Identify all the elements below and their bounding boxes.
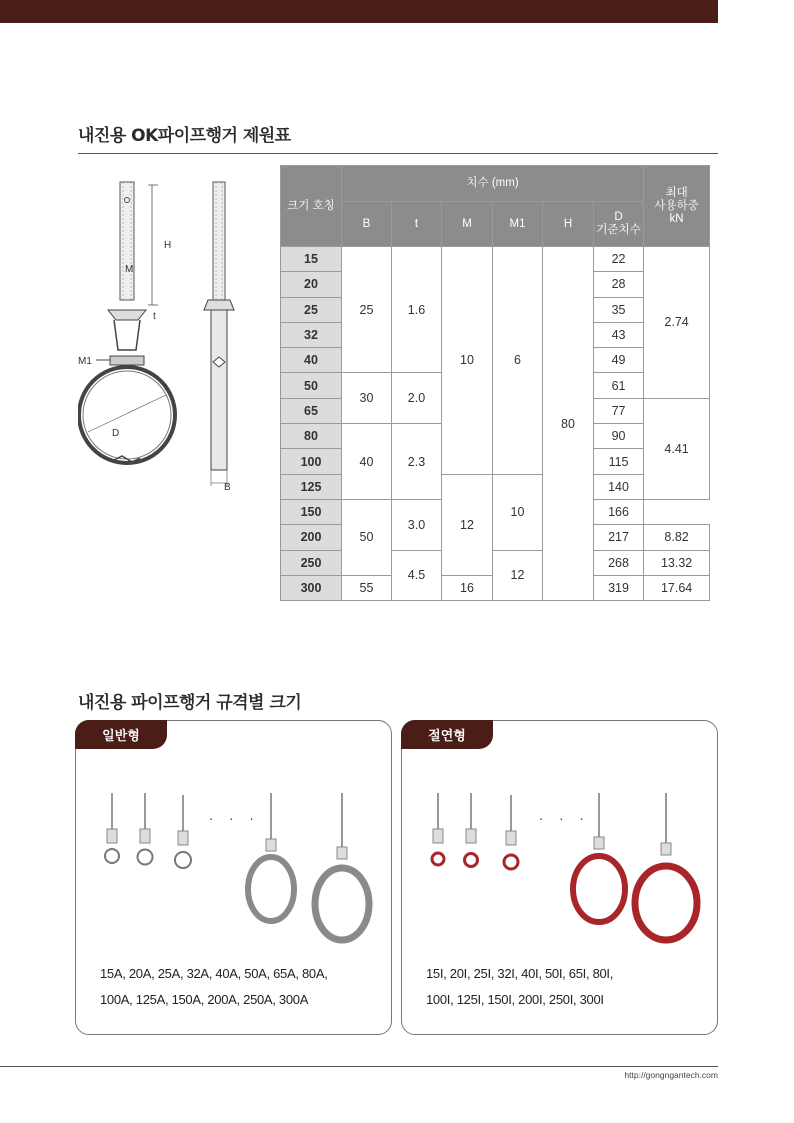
- load-cell: 4.41: [644, 398, 710, 499]
- B-cell: 25: [342, 247, 392, 373]
- size-cell: 200: [281, 525, 342, 550]
- M1-cell: 12: [493, 550, 543, 601]
- t-cell: 2.0: [392, 373, 442, 424]
- size-cell: 100: [281, 449, 342, 474]
- insulated-sizes-text: [426, 961, 613, 1013]
- size-cell: 150: [281, 499, 342, 524]
- general-sizes-line: 100A, 125A, 150A, 200A, 250A, 300A: [100, 992, 309, 1007]
- header-load-line: 최대: [665, 186, 688, 199]
- D-cell: 77: [594, 398, 644, 423]
- size-cell: 15: [281, 247, 342, 272]
- drawing-label-D: D: [112, 428, 120, 439]
- spec-table: [280, 165, 710, 601]
- size-cell: 80: [281, 424, 342, 449]
- D-cell: 166: [594, 499, 644, 524]
- small-insulated-hanger-1: [432, 793, 444, 865]
- D-cell: 217: [594, 525, 644, 550]
- load-cell: 17.64: [644, 575, 710, 600]
- header-load-line: kN: [669, 212, 684, 225]
- t-cell: 3.0: [392, 499, 442, 550]
- header-B: B: [342, 202, 392, 247]
- insulated-type-tab: 절연형: [401, 720, 493, 749]
- drawing-label-H: H: [164, 240, 172, 251]
- D-cell: 35: [594, 297, 644, 322]
- small-hanger-3: [175, 795, 191, 868]
- spec-title-rule: [78, 153, 718, 154]
- size-cell: 32: [281, 322, 342, 347]
- general-hangers-illustration: [76, 781, 391, 951]
- small-hanger-1: [105, 793, 119, 863]
- M1-cell: 10: [493, 474, 543, 550]
- load-cell: 13.32: [644, 550, 710, 575]
- size-cell: 20: [281, 272, 342, 297]
- header-H: H: [543, 202, 594, 247]
- D-cell: 22: [594, 247, 644, 272]
- drawing-label-M1: M1: [78, 356, 92, 367]
- t-cell: 4.5: [392, 550, 442, 601]
- header-D-line: D: [614, 211, 623, 223]
- drawing-label-t: t: [153, 311, 156, 322]
- size-cell: 125: [281, 474, 342, 499]
- D-cell: 61: [594, 373, 644, 398]
- top-brand-bar: [0, 0, 718, 23]
- D-cell: 43: [594, 322, 644, 347]
- D-cell: 49: [594, 348, 644, 373]
- footer-rule: [0, 1066, 718, 1067]
- D-cell: 140: [594, 474, 644, 499]
- drawing-label-M: M: [125, 264, 134, 275]
- general-type-tab: 일반형: [75, 720, 167, 749]
- header-t: t: [392, 202, 442, 247]
- header-M: M: [442, 202, 493, 247]
- load-cell: 8.82: [644, 525, 710, 550]
- insulated-type-card: [401, 720, 718, 1035]
- D-cell: 319: [594, 575, 644, 600]
- hanger-drawing-svg: [78, 170, 268, 500]
- small-insulated-hanger-2: [465, 793, 478, 867]
- header-D-line: 기준치수: [596, 224, 641, 236]
- footer-url: http://gongngantech.com: [624, 1070, 718, 1080]
- small-insulated-hanger-3: [504, 795, 518, 869]
- H-cell: 80: [543, 247, 594, 601]
- size-cell: 25: [281, 297, 342, 322]
- header-dimensions: 치수 (mm): [342, 166, 644, 202]
- B-cell: 50: [342, 499, 392, 575]
- load-cell: 2.74: [644, 247, 710, 399]
- M-cell: 10: [442, 247, 493, 475]
- size-cell: 50: [281, 373, 342, 398]
- hanger-technical-drawing: [78, 170, 268, 500]
- D-cell: 90: [594, 424, 644, 449]
- header-size: 크기 호칭: [281, 166, 342, 247]
- drawing-label-t2: t: [164, 382, 167, 393]
- header-M1: M1: [493, 202, 543, 247]
- general-sizes-line: 15A, 20A, 25A, 32A, 40A, 50A, 65A, 80A,: [100, 966, 328, 981]
- t-cell: 2.3: [392, 424, 442, 500]
- small-hanger-2: [138, 793, 153, 865]
- size-cell: 65: [281, 398, 342, 423]
- M-cell: 16: [442, 575, 493, 600]
- spec-section-title: 내진용 OK파이프행거 제원표: [78, 126, 291, 146]
- large-hanger-2: [315, 793, 369, 940]
- B-cell: 55: [342, 575, 392, 600]
- M1-cell: 6: [493, 247, 543, 475]
- size-cell: 250: [281, 550, 342, 575]
- header-max-load: [644, 166, 710, 247]
- size-cell: 300: [281, 575, 342, 600]
- D-cell: 268: [594, 550, 644, 575]
- drawing-label-B: B: [224, 482, 231, 493]
- ellipsis-dots: · · ·: [209, 813, 260, 828]
- general-sizes-text: [100, 961, 328, 1013]
- table-row: [281, 247, 710, 272]
- header-load-line: 사용하중: [654, 199, 699, 212]
- M-cell: 12: [442, 474, 493, 575]
- insulated-sizes-line: 15I, 20I, 25I, 32I, 40I, 50I, 65I, 80I,: [426, 966, 614, 981]
- D-cell: 115: [594, 449, 644, 474]
- sizes-section-title: 내진용 파이프행거 규격별 크기: [78, 693, 302, 713]
- D-cell: 28: [594, 272, 644, 297]
- ellipsis-dots: · · ·: [539, 813, 590, 828]
- B-cell: 40: [342, 424, 392, 500]
- B-cell: 30: [342, 373, 392, 424]
- insulated-sizes-line: 100I, 125I, 150I, 200I, 250I, 300I: [426, 992, 604, 1007]
- insulated-hangers-illustration: [402, 781, 717, 951]
- header-D: [594, 202, 644, 247]
- size-cell: 40: [281, 348, 342, 373]
- general-type-card: [75, 720, 392, 1035]
- large-insulated-hanger-2: [635, 793, 697, 940]
- t-cell: 1.6: [392, 247, 442, 373]
